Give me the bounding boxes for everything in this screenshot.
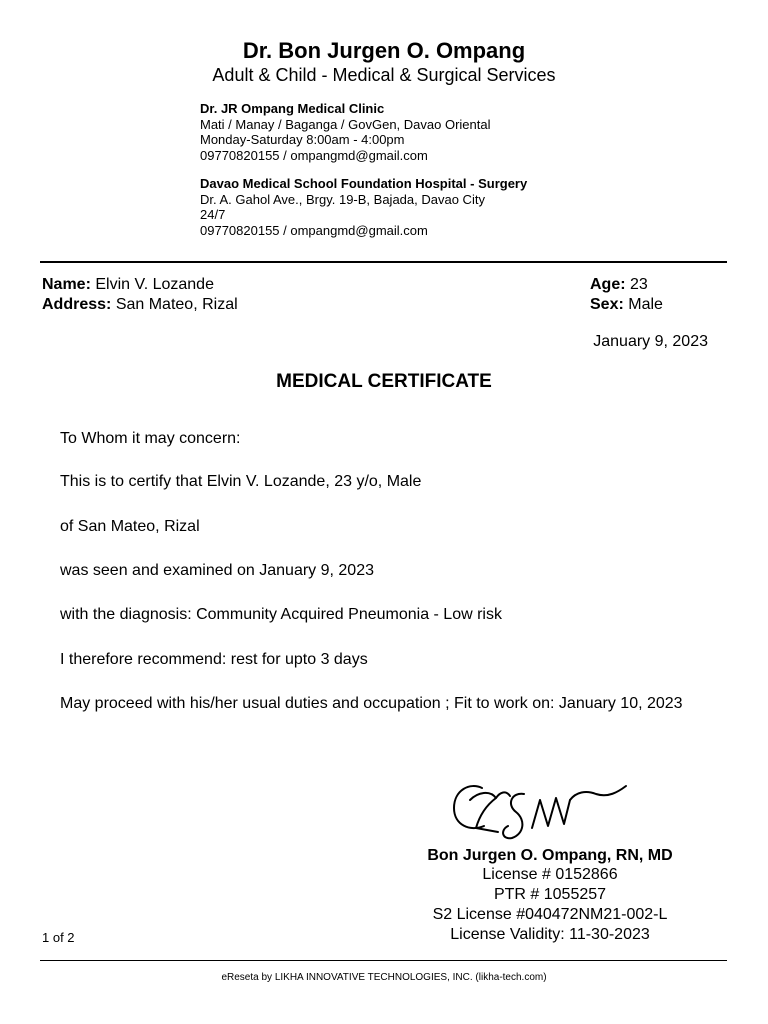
clinic-contact: 09770820155 / ompangmd@gmail.com [200,222,428,238]
s2-license-number: S2 License #040472NM21-002-L [432,906,668,923]
examination-line: was seen and examined on January 9, 2023 [60,562,374,579]
page-number: 1 of 2 [42,930,75,945]
patient-age-value: 23 [630,276,648,293]
doctor-services: Adult & Child - Medical & Surgical Services [212,65,556,85]
salutation: To Whom it may concern: [60,430,241,447]
clinic-hours: Monday-Saturday 8:00am - 4:00pm [200,132,405,147]
patient-address [42,296,238,314]
clinic-hours: 24/7 [200,207,226,222]
patient-age [590,276,648,294]
license-number: License # 0152866 [482,866,618,883]
clinic-address: Dr. A. Gahol Ave., Brgy. 19-B, Bajada, Davao City [200,191,485,207]
document-date: January 9, 2023 [593,333,708,350]
signatory-name: Bon Jurgen O. Ompang, RN, MD [427,847,673,864]
patient-address-label: Address: [42,296,112,313]
patient-sex [590,296,663,314]
ptr-number: PTR # 1055257 [493,886,607,903]
diagnosis-line: with the diagnosis: Community Acquired Pneumonia - Low risk [60,606,502,623]
certificate-title: MEDICAL CERTIFICATE [276,371,492,392]
signature-image [440,770,640,850]
clinic-name: Dr. JR Ompang Medical Clinic [200,101,385,116]
certification-line: This is to certify that Elvin V. Lozande, 23 y/o, Male [60,473,422,490]
patient-address-value: San Mateo, Rizal [115,296,238,313]
clinic-address: Mati / Manay / Baganga / GovGen, Davao Oriental [200,116,491,132]
patient-name-label: Name: [42,276,91,293]
license-validity: License Validity: 11-30-2023 [450,926,650,943]
recommendation-line: I therefore recommend: rest for upto 3 days [60,651,368,668]
clinic-info [200,101,490,163]
header-divider [40,261,727,263]
patient-sex-label: Sex: [590,296,624,313]
clinic-contact: 09770820155 / ompangmd@gmail.com [200,147,428,163]
clinic-name: Davao Medical School Foundation Hospital - Surgery [200,176,528,191]
doctor-name: Dr. Bon Jurgen O. Ompang [242,38,526,63]
patient-age-label: Age: [590,276,626,293]
footer-divider [40,960,727,961]
patient-sex-value: Male [628,296,663,313]
patient-name-value: Elvin V. Lozande [95,276,214,293]
residence-line: of San Mateo, Rizal [60,518,200,535]
clinic-info [200,176,527,238]
fit-to-work-line: May proceed with his/her usual duties and occupation ; Fit to work on: January 10, 2023 [60,695,683,712]
patient-name [42,276,214,294]
footer-text: eReseta by LIKHA INNOVATIVE TECHNOLOGIES, INC. (likha-tech.com) [221,972,547,983]
